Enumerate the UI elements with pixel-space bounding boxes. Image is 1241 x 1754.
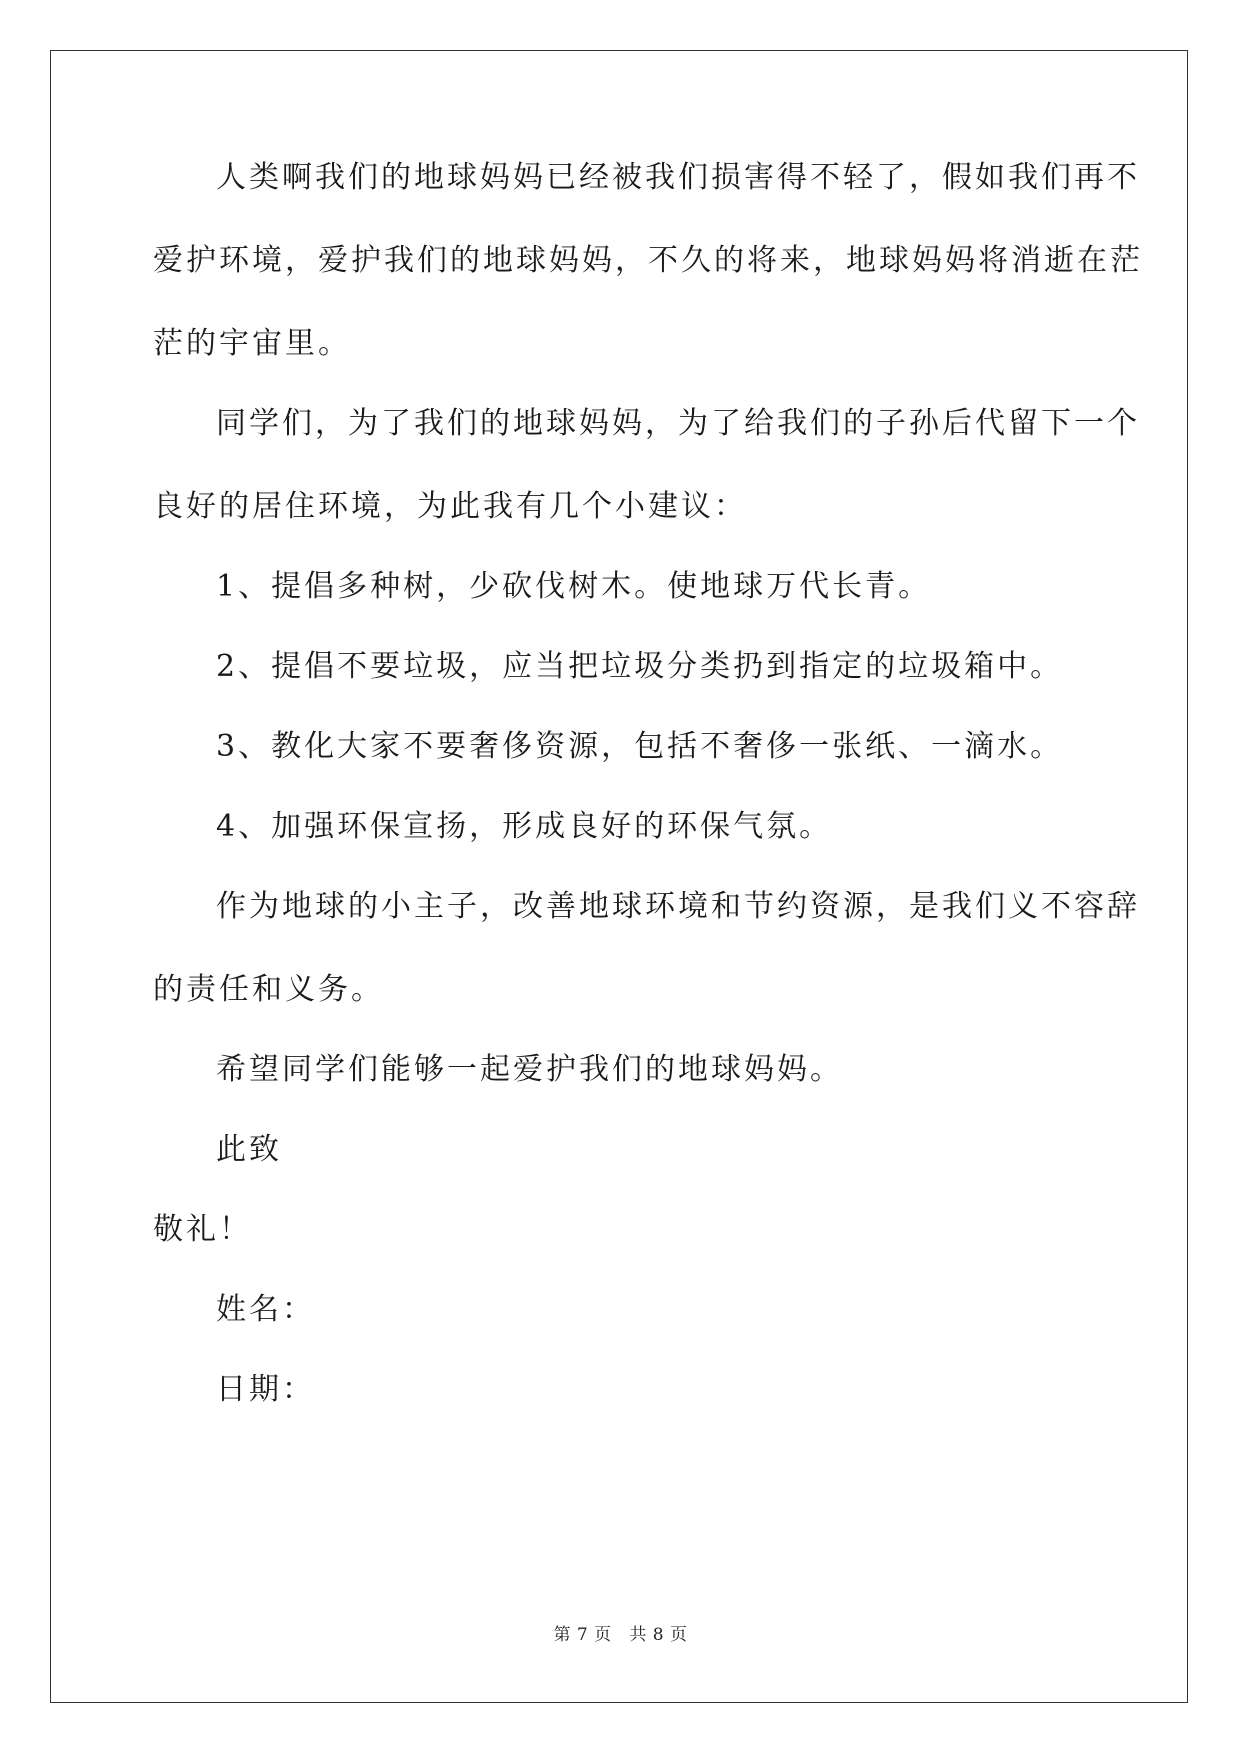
signature-date-label — [153, 1370, 1093, 1410]
suggestion-item-3 — [153, 727, 1093, 767]
text-line: 2、提倡不要垃圾，应当把垃圾分类扔到指定的垃圾箱中。 — [216, 649, 1064, 684]
text-line: 4、加强环保宣扬，形成良好的环保气氛。 — [216, 809, 833, 844]
paragraph-responsibility-cont — [153, 970, 1093, 1010]
page-number: 第 7 页 — [553, 1625, 612, 1645]
text-line: 同学们，为了我们的地球妈妈，为了给我们的子孙后代留下一个 — [216, 406, 1140, 441]
text-line: 姓名： — [216, 1292, 315, 1327]
text-line: 日期： — [216, 1372, 315, 1407]
paragraph-suggestions-intro — [153, 404, 1140, 444]
suggestion-item-2 — [153, 647, 1093, 687]
text-line: 此致 — [216, 1132, 282, 1167]
text-line: 的责任和义务。 — [153, 972, 384, 1007]
text-line: 3、教化大家不要奢侈资源，包括不奢侈一张纸、一滴水。 — [216, 729, 1064, 764]
paragraph-suggestions-intro-cont — [153, 487, 1093, 527]
suggestion-item-4 — [153, 807, 1093, 847]
text-line: 爱护环境，爱护我们的地球妈妈，不久的将来，地球妈妈将消逝在茫 — [153, 243, 1143, 278]
text-line: 1、提倡多种树，少砍伐树木。使地球万代长青。 — [216, 569, 932, 604]
page-footer — [0, 1620, 1241, 1645]
suggestion-item-1 — [153, 567, 1093, 607]
text-line: 希望同学们能够一起爱护我们的地球妈妈。 — [216, 1052, 843, 1087]
paragraph-earth-damaged — [153, 158, 1140, 198]
paragraph-earth-damaged-cont — [153, 241, 1143, 281]
text-line: 作为地球的小主子，改善地球环境和节约资源，是我们义不容辞 — [216, 889, 1140, 924]
page-total: 共 8 页 — [629, 1625, 688, 1645]
text-line: 敬礼！ — [153, 1212, 252, 1247]
paragraph-earth-damaged-cont — [153, 324, 1093, 364]
text-line: 人类啊我们的地球妈妈已经被我们损害得不轻了，假如我们再不 — [216, 160, 1140, 195]
closing-cizhi — [153, 1130, 1093, 1170]
text-line: 茫的宇宙里。 — [153, 326, 351, 361]
letter-body — [153, 158, 1143, 1410]
paragraph-responsibility — [153, 887, 1140, 927]
signature-name-label — [153, 1290, 1093, 1330]
paragraph-hope — [153, 1050, 1093, 1090]
closing-jingli — [153, 1210, 1093, 1250]
text-line: 良好的居住环境，为此我有几个小建议： — [153, 489, 747, 524]
